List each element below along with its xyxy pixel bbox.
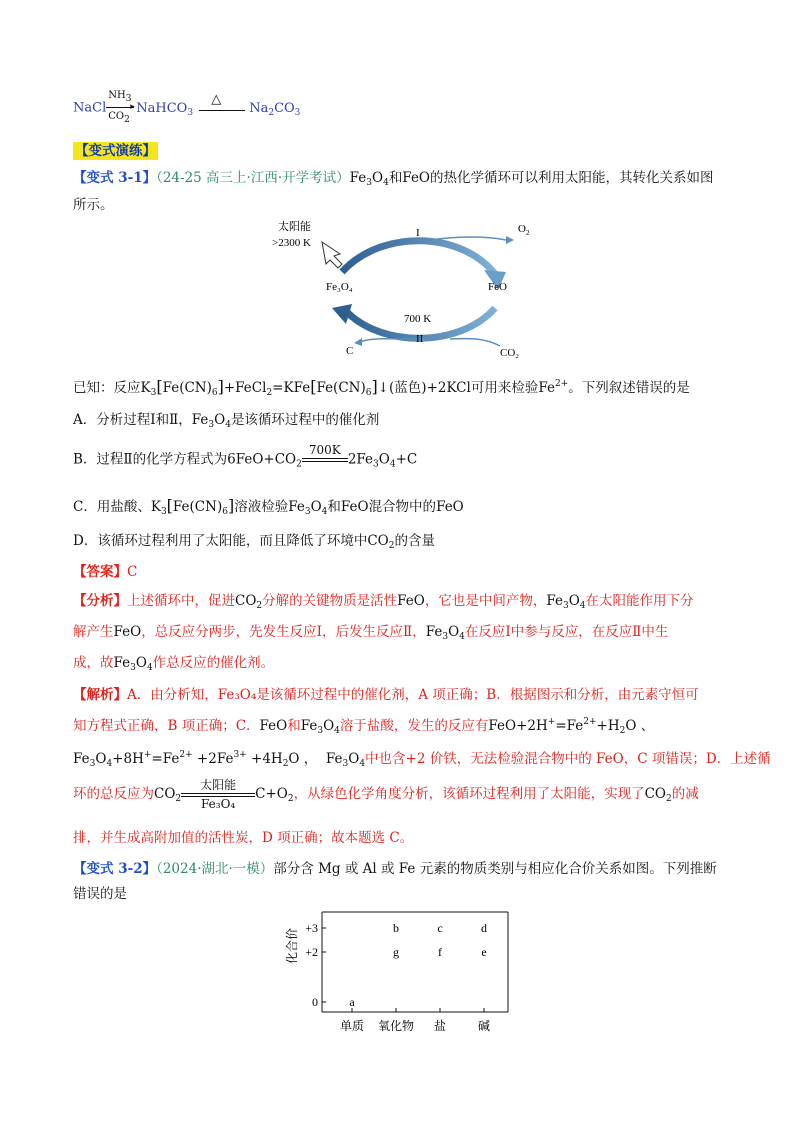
co2-label: CO₂	[500, 347, 520, 359]
sun-arrow-icon	[322, 242, 342, 268]
top-formula	[73, 90, 301, 125]
x-tick-label: 单质	[339, 1019, 365, 1033]
explain-line4: 环的总反应为$CO_2$ $\frac{\text{太阳能}}{\text{Fe₃O₄}}$ $C+O_2$，从绿色化学角度分析，该循环过程利用了太阳能，实现了$CO_2$的减	[73, 777, 699, 811]
x-tick-label: 盐	[433, 1019, 447, 1033]
data-point-g: g	[393, 945, 399, 959]
data-point-e: e	[481, 945, 487, 959]
q32-label: 【变式 3-2】	[73, 861, 157, 877]
q32-source: （2024·湖北·一模）	[156, 861, 274, 877]
y-tick-label: +2	[305, 945, 318, 959]
data-point-d: d	[481, 921, 487, 935]
explain-line5: 排，并生成高附加值的活性炭，D 项正确；故本题选 C。	[73, 830, 414, 846]
step2-temp: 700 K	[404, 313, 432, 325]
step2-label: II	[416, 333, 424, 345]
bottom-arc-arrowhead	[332, 304, 352, 324]
valence-chart	[282, 908, 518, 1038]
data-point-f: f	[438, 945, 442, 959]
x-tick-label: 氧化物	[377, 1019, 415, 1033]
q32-line2: 错误的是	[73, 886, 127, 902]
co2-label: $CO_2$	[108, 111, 130, 125]
data-point-c: c	[437, 921, 443, 935]
data-point-b: b	[393, 921, 399, 935]
co2-branch	[450, 339, 500, 346]
left-node-fe3o4: Fe₃O₄	[326, 281, 353, 293]
q32-text: 部分含 Mg 或 Al 或 Fe 元素的物质类别与相应化合价关系如图。下列推断	[273, 861, 717, 877]
top-arc	[342, 241, 495, 274]
sun-label: 太阳能	[278, 220, 311, 233]
fe3o4-formula: $Fe_3O_4$	[349, 170, 389, 188]
q31-line2: 所示。	[73, 197, 114, 213]
cycle-diagram	[270, 218, 550, 364]
explain-line3: $Fe_3O_4+8H^+=Fe^{2+} +2Fe^{3+} +4H_2O$ ， $Fe_3O_4$中也含+2 价铁，无法检验混合物中的 FeO，C 项错误；D．上述循	[73, 750, 771, 769]
nacl-text: NaCl	[73, 100, 107, 116]
answer-line: 【答案】C	[73, 564, 138, 580]
y-tick-label: 0	[312, 995, 318, 1009]
na2co3-text: $Na_2CO_3$	[249, 100, 301, 118]
reaction-arrow-1: $NH_3$ ▸ $CO_2$	[108, 90, 135, 125]
c-label: C	[346, 345, 354, 357]
temp-label: >2300 K	[272, 237, 311, 249]
nh3-label: $NH_3$	[108, 90, 132, 104]
section-tag: 【变式演练】	[75, 143, 156, 159]
analysis-line2: 解产生FeO，总反应分两步，先发生反应Ⅰ，后发生反应Ⅱ，$Fe_3O_4$在反应Ⅰ中参与反应，在反应Ⅱ中生	[73, 624, 669, 642]
known-line: 已知：反应$K_3[Fe(CN)_6]+FeCl_2=KFe[Fe(CN)_6]↓$(蓝色)+2KCl可用来检验$Fe^{2+}$。下列叙述错误的是	[73, 377, 690, 398]
step1-label: I	[416, 227, 420, 239]
analysis-line3: 成，故$Fe_3O_4$作总反应的催化剂。	[73, 655, 275, 673]
heat-arrow	[197, 92, 249, 118]
q31-line1	[73, 168, 714, 193]
explain-line2: 知方程式正确，B 项正确；C．FeO和$Fe_3O_4$溶于盐酸，发生的反应有$FeO+2H^+=Fe^{2+}+H_2O$ 、	[73, 717, 655, 736]
y-tick-label: +3	[305, 921, 318, 935]
q31-label: 【变式 3-1】	[73, 170, 157, 186]
data-point-a: a	[349, 995, 355, 1009]
option-b: B．过程Ⅱ的化学方程式为$6FeO+CO_2$ 700K $2Fe_3O_4+C$	[73, 443, 418, 470]
q32-line1	[73, 859, 717, 879]
o2-label: $O_2$	[518, 223, 530, 237]
nahco3-text: NaHCO$_3$	[136, 100, 194, 118]
q31-intro: 和FeO的热化学循环可以利用太阳能，其转化关系如图	[388, 170, 714, 186]
explain-line1: 【解析】A．由分析知，Fe₃O₄是该循环过程中的催化剂，A 项正确；B．根据图示和分析，由元素守恒可	[73, 687, 699, 703]
option-a: A．分析过程Ⅰ和Ⅱ，$Fe_3O_4$是该循环过程中的催化剂	[73, 412, 380, 430]
q31-source: （24-25 高三上·江西·开学考试）	[156, 170, 350, 186]
x-tick-label: 碱	[477, 1019, 491, 1033]
option-c: C．用盐酸、$K_3[Fe(CN)_6]$溶液检验$Fe_3O_4$和FeO混合物中的FeO	[73, 496, 464, 517]
option-d: D．该循环过程利用了太阳能，而且降低了环境中$CO_2$的含量	[73, 533, 435, 551]
right-node-feo: FeO	[488, 281, 507, 293]
y-axis-label: 化合价	[285, 928, 299, 965]
delta-symbol: △	[211, 92, 222, 107]
analysis-line1: 【分析】上述循环中，促进$CO_2$分解的关键物质是活性FeO，它也是中间产物，$Fe_3O_4$在太阳能作用下分	[73, 593, 694, 611]
